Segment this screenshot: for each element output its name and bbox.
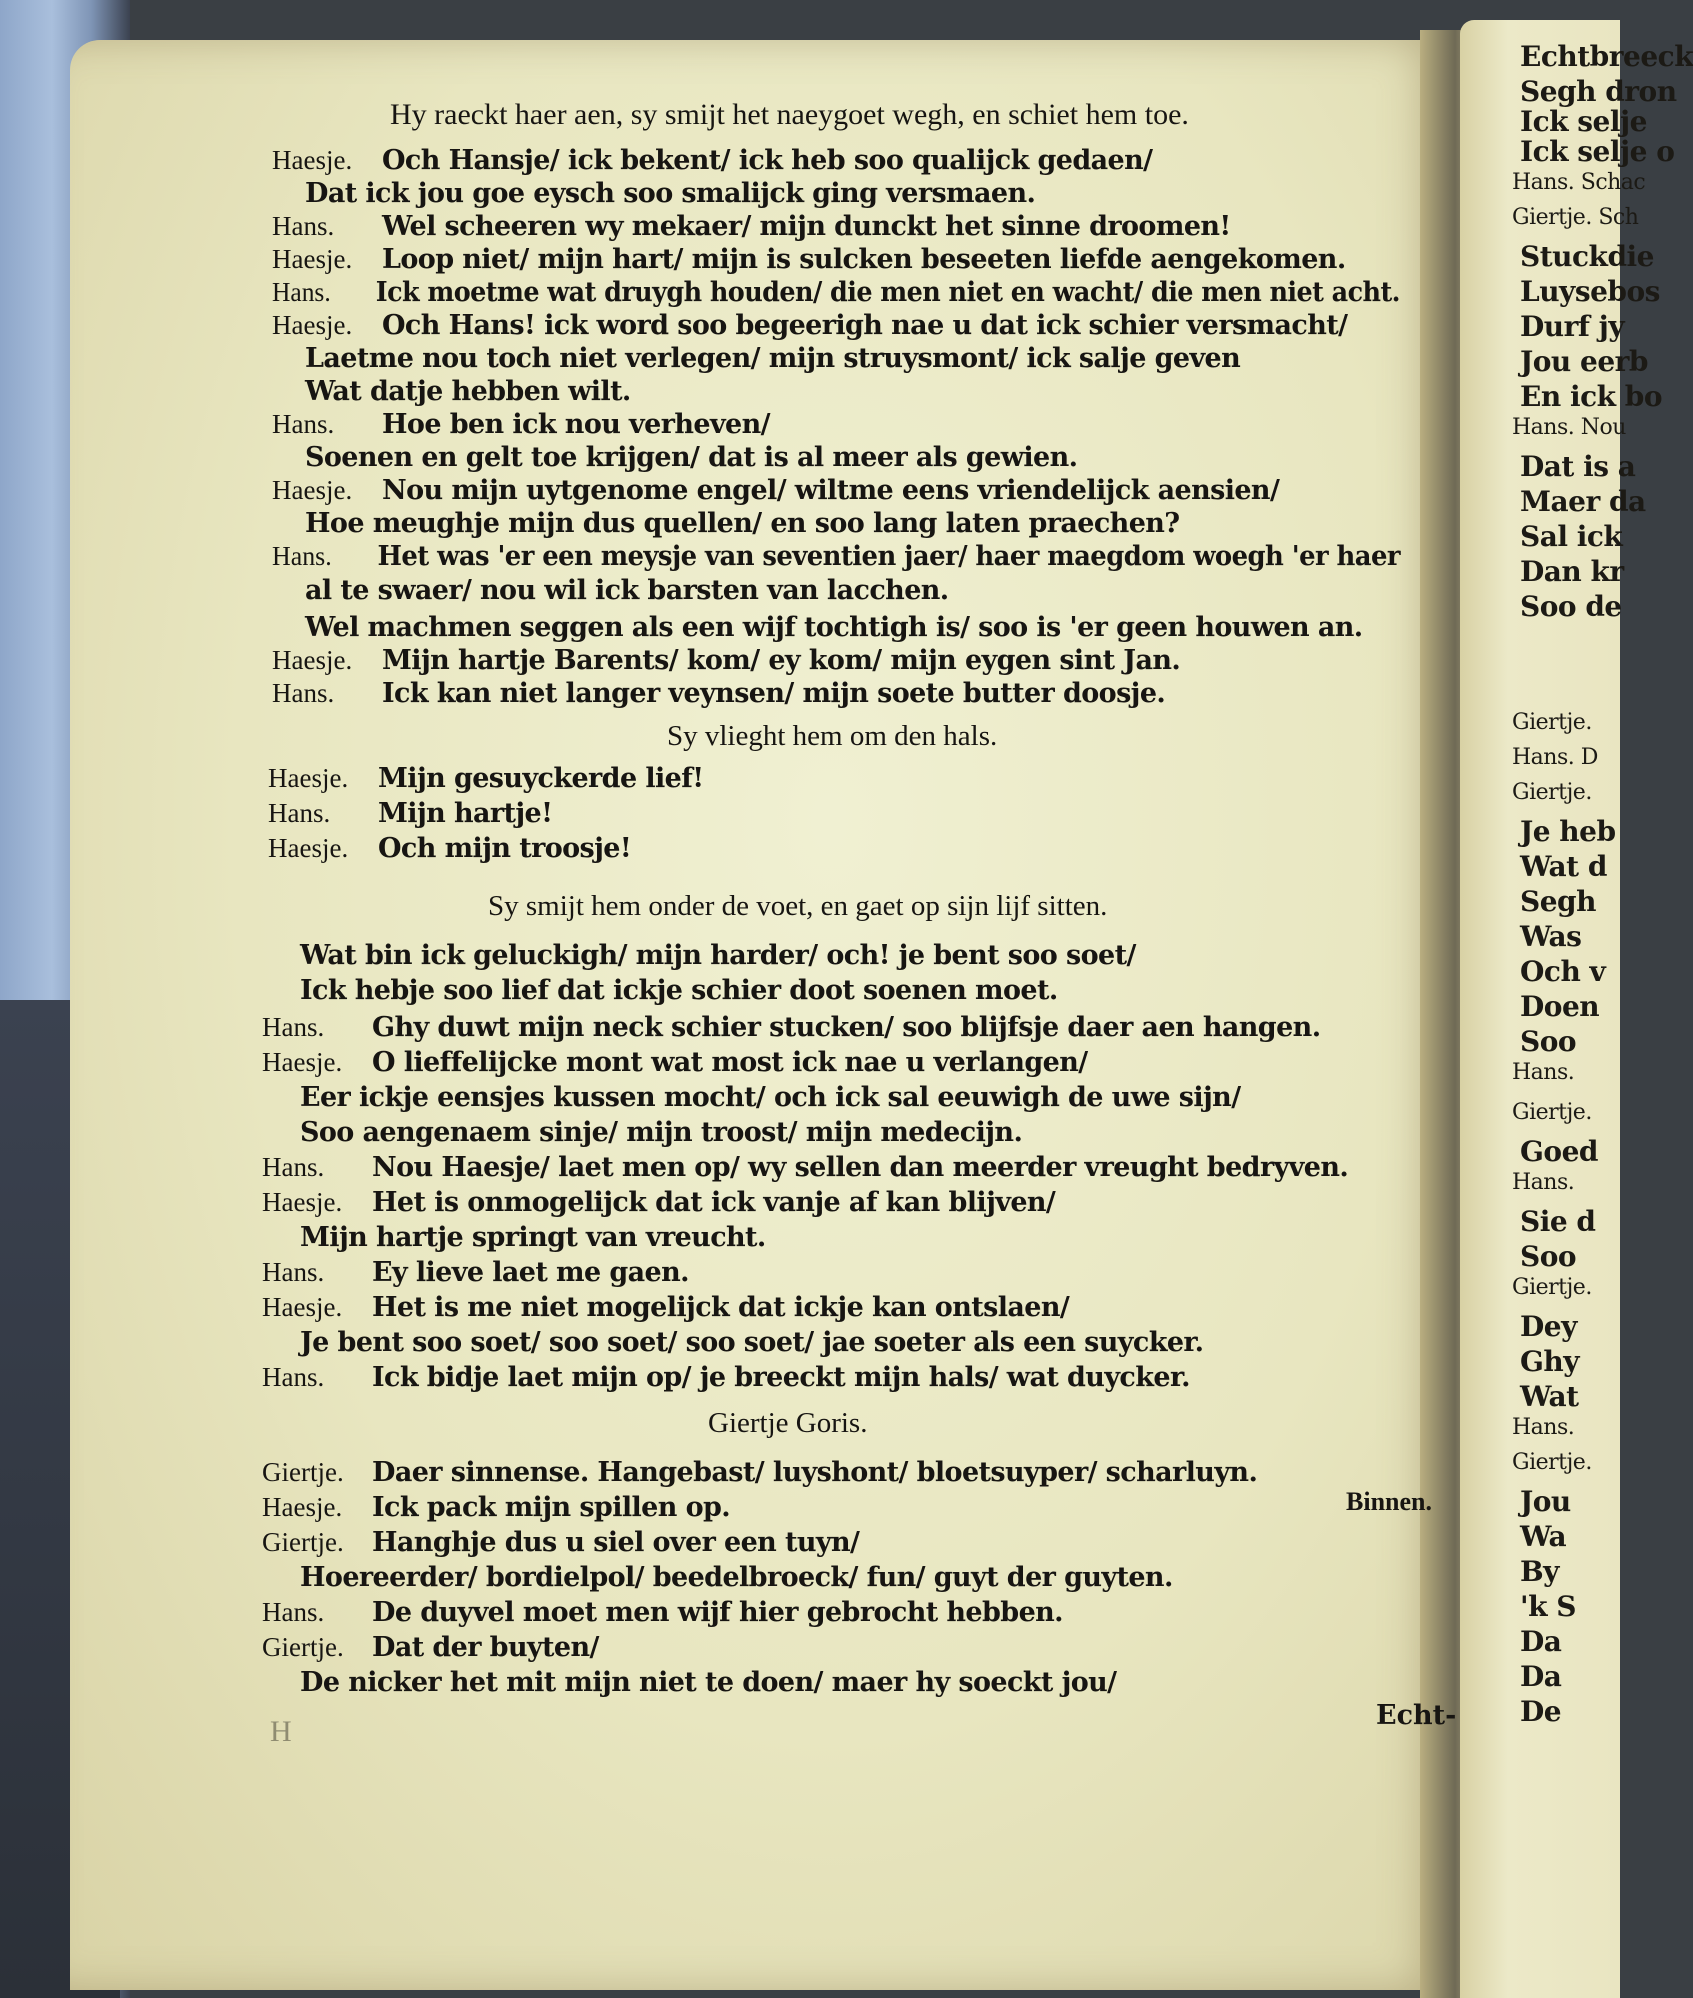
verse-text: Mijn gesuyckerde lief! (378, 763, 704, 794)
verse-text: De nicker het mit mijn niet te doen/ maer hy soeckt jou/ (300, 1667, 1117, 1698)
verse-line (262, 1457, 1257, 1488)
right-page-line: Hans. (1512, 1060, 1575, 1085)
right-page-line: Giertje. (1512, 1100, 1592, 1125)
verse-text: Het is onmogelijck dat ick vanje af kan blijven/ (372, 1187, 1056, 1218)
right-page-line: Was (1520, 920, 1582, 953)
right-page-line: Da (1520, 1625, 1562, 1658)
verse-text: Laetme nou toch niet verlegen/ mijn struysmont/ ick salje geven (305, 343, 1241, 374)
speaker-name: Haesje. (268, 833, 349, 863)
speaker-name: Haesje. (272, 475, 353, 505)
right-page-line: Jou eerb (1520, 345, 1648, 378)
speaker-name: Hans. (262, 1362, 325, 1392)
verse-line (272, 475, 1279, 506)
verse-text: Ey lieve laet me gaen. (372, 1257, 689, 1288)
speaker-name: Haesje. (272, 310, 353, 340)
right-page-line: Wat (1520, 1380, 1579, 1413)
speaker-name: Haesje. (262, 1187, 343, 1217)
right-page-line: Wa (1520, 1520, 1567, 1553)
verse-line (268, 798, 552, 829)
right-page-line: By (1520, 1555, 1559, 1588)
right-page-line: Durf jy (1520, 310, 1625, 343)
right-page-line: De (1520, 1695, 1562, 1728)
verse-text: al te swaer/ nou wil ick barsten van lacchen. (305, 575, 949, 606)
right-page-line: Soo (1520, 1025, 1577, 1058)
verse-line (300, 1117, 1022, 1148)
speaker-name: Haesje. (272, 244, 353, 274)
verse-line (272, 310, 1347, 341)
speaker-name: Hans. (272, 541, 332, 571)
verse-line (305, 178, 1035, 209)
verse-line (300, 1562, 1173, 1593)
verse-line (262, 1527, 859, 1558)
speaker-name: Giertje. (262, 1527, 344, 1557)
verse-line (262, 1152, 1348, 1183)
verse-text: Wat bin ick geluckigh/ mijn harder/ och! je bent soo soet/ (300, 940, 1136, 971)
verse-line (262, 1632, 599, 1663)
right-page-line: Luysebos (1520, 275, 1660, 308)
speaker-name: Giertje. (262, 1632, 344, 1662)
verse-line (262, 1012, 1321, 1043)
verse-line (268, 763, 704, 794)
speaker-name: Haesje. (262, 1292, 343, 1322)
verse-line (272, 645, 1180, 676)
right-page-line: Hans. Schac (1512, 170, 1646, 195)
verse-text: Och Hans! ick word soo begeerigh nae u dat ick schier versmacht/ (382, 310, 1348, 341)
verse-text: Och mijn troosje! (378, 833, 632, 864)
right-page-line: Ick selje o (1520, 135, 1675, 168)
verse-line (272, 277, 1400, 308)
right-page-line: En ick bo (1520, 380, 1663, 413)
right-page (1460, 20, 1693, 1998)
verse-line (262, 1492, 730, 1523)
stage-direction-fall: Sy smijt hem onder de voet, en gaet op sijn lijf sitten. (488, 890, 1108, 922)
verse-line (305, 612, 1363, 643)
verse-text: Het is me niet mogelijck dat ickje kan ontslaen/ (372, 1292, 1070, 1323)
right-page-line: Giertje. Sch (1512, 205, 1639, 230)
verse-line (272, 541, 1400, 572)
right-page-line: Wat d (1520, 850, 1607, 883)
verse-line (300, 1667, 1116, 1698)
verse-text: Ick hebje soo lief dat ickje schier doot soenen moet. (300, 975, 1058, 1006)
speaker-name: Hans. (272, 211, 335, 241)
right-page-line: Hans. Nou (1512, 415, 1626, 440)
right-page-line: Sie d (1520, 1205, 1596, 1238)
right-page-line: Goed (1520, 1135, 1598, 1168)
verse-text: O lieffelijcke mont wat most ick nae u verlangen/ (372, 1047, 1088, 1078)
speaker-name: Hans. (272, 678, 335, 708)
speaker-name: Haesje. (272, 645, 353, 675)
verse-line (262, 1047, 1088, 1078)
verse-text: Dat der buyten/ (372, 1632, 599, 1663)
verse-text: Mijn hartje springt van vreucht. (300, 1222, 766, 1253)
speaker-name: Hans. (262, 1597, 325, 1627)
verse-text: De duyvel moet men wijf hier gebrocht hebben. (372, 1597, 1063, 1628)
right-page-line: Segh (1520, 885, 1596, 918)
right-page-line: Hans. (1512, 1415, 1575, 1440)
speaker-name: Haesje. (262, 1492, 343, 1522)
right-page-line: Dat is a (1520, 450, 1636, 483)
verse-text: Hoe ben ick nou verheven/ (382, 409, 770, 440)
right-page-line: Soo (1520, 1240, 1577, 1273)
right-page-line: Doen (1520, 990, 1600, 1023)
verse-line (300, 1222, 766, 1253)
verse-line (305, 442, 1077, 473)
right-page-line: Maer da (1520, 485, 1646, 518)
stage-direction-embrace: Sy vlieght hem om den hals. (667, 720, 998, 752)
right-page-line: Giertje. (1512, 1275, 1592, 1300)
verse-text: Wel machmen seggen als een wijf tochtigh is/ soo is 'er geen houwen an. (305, 612, 1363, 643)
verse-line (300, 1327, 1203, 1358)
verse-text: Eer ickje eensjes kussen mocht/ och ick sal eeuwigh de uwe sijn/ (300, 1082, 1241, 1113)
speaker-name: Haesje. (262, 1047, 343, 1077)
right-page-line: Hans. D (1512, 745, 1598, 770)
speaker-name: Hans. (272, 409, 335, 439)
verse-text: Ick kan niet langer veynsen/ mijn soete butter doosje. (382, 678, 1166, 709)
right-page-line: Giertje. (1512, 780, 1592, 805)
right-page-line: 'k S (1520, 1590, 1576, 1623)
right-page-line: Da (1520, 1660, 1562, 1693)
verse-text: Och Hansje/ ick bekent/ ick heb soo qualijck gedaen/ (382, 145, 1153, 176)
verse-line (262, 1292, 1069, 1323)
right-page-line: Echtbreeck (1520, 40, 1693, 73)
verse-line (262, 1187, 1055, 1218)
speaker-name: Hans. (262, 1012, 325, 1042)
verse-text: Ghy duwt mijn neck schier stucken/ soo blijfsje daer aen hangen. (372, 1012, 1321, 1043)
verse-line (305, 376, 631, 407)
verse-line (262, 1257, 689, 1288)
right-page-line: Dey (1520, 1310, 1577, 1343)
right-page-line: Ick selje (1520, 105, 1647, 138)
verse-text: Het was 'er een meysje van seventien jaer/ haer maegdom woegh 'er haer (377, 541, 1400, 572)
verse-text: Wat datje hebben wilt. (305, 376, 631, 407)
speaker-name: Hans. (268, 798, 331, 828)
signature-mark: H (270, 1715, 292, 1748)
verse-text: Mijn hartje Barents/ kom/ ey kom/ mijn eygen sint Jan. (382, 645, 1181, 676)
verse-line (262, 1362, 1190, 1393)
verse-text: Wel scheeren wy mekaer/ mijn dunckt het sinne droomen! (382, 211, 1231, 242)
verse-line (305, 343, 1240, 374)
verse-text: Je bent soo soet/ soo soet/ soo soet/ jae soeter als een suycker. (300, 1327, 1204, 1358)
verse-line (262, 1597, 1063, 1628)
right-page-line: Ghy (1520, 1345, 1580, 1378)
verse-line (272, 145, 1152, 176)
right-page-line: Dan kr (1520, 555, 1624, 588)
speaker-name: Hans. (272, 277, 331, 307)
speaker-name: Hans. (262, 1257, 325, 1287)
speaker-name: Haesje. (268, 763, 349, 793)
right-page-line: Stuckdie (1520, 240, 1654, 273)
right-page-line: Sal ick (1520, 520, 1623, 553)
verse-line (272, 678, 1165, 709)
verse-text: Nou Haesje/ laet men op/ wy sellen dan meerder vreught bedryven. (372, 1152, 1349, 1183)
speaker-name: Hans. (262, 1152, 325, 1182)
verse-line (272, 409, 770, 440)
verse-line (305, 508, 1180, 539)
verse-text: Ick bidje laet mijn op/ je breeckt mijn hals/ wat duycker. (372, 1362, 1190, 1393)
right-page-line: Soo de (1520, 590, 1622, 623)
verse-text: Ick moetme wat druygh houden/ die men niet en wacht/ die men niet acht. (375, 277, 1400, 308)
verse-line (268, 833, 631, 864)
verse-line (300, 940, 1136, 971)
right-page-line: Jou (1520, 1485, 1571, 1518)
verse-text: Dat ick jou goe eysch soo smalijck ging versmaen. (305, 178, 1036, 209)
verse-text: Loop niet/ mijn hart/ mijn is sulcken beseeten liefde aengekomen. (382, 244, 1346, 275)
verse-line (272, 211, 1231, 242)
verse-text: Hanghje dus u siel over een tuyn/ (372, 1527, 860, 1558)
verse-line (272, 244, 1346, 275)
verse-line (305, 575, 949, 606)
speaker-name: Giertje. (262, 1457, 344, 1487)
verse-text: Daer sinnense. Hangebast/ luyshont/ bloetsuyper/ scharluyn. (372, 1457, 1258, 1488)
right-page-line: Och v (1520, 955, 1606, 988)
verse-line (300, 1082, 1240, 1113)
right-page-line: Giertje. (1512, 710, 1592, 735)
verse-text: Hoereerder/ bordielpol/ beedelbroeck/ fun/ guyt der guyten. (300, 1562, 1173, 1593)
right-page-line: Segh dron (1520, 75, 1677, 108)
verse-line (300, 975, 1058, 1006)
verse-text: Soo aengenaem sinje/ mijn troost/ mijn medecijn. (300, 1117, 1023, 1148)
catchword: Echt- (1376, 1700, 1457, 1731)
right-page-line: Hans. (1512, 1170, 1575, 1195)
verse-text: Ick pack mijn spillen op. (372, 1492, 731, 1523)
stage-direction-entrance: Giertje Goris. (708, 1407, 868, 1439)
right-page-line: Giertje. (1512, 1450, 1592, 1475)
margin-note: Binnen. (1346, 1487, 1432, 1516)
verse-text: Soenen en gelt toe krijgen/ dat is al meer als gewien. (305, 442, 1078, 473)
stage-direction-heading: Hy raeckt haer aen, sy smijt het naeygoet wegh, en schiet hem toe. (390, 98, 1189, 131)
verse-text: Hoe meughje mijn dus quellen/ en soo lang laten praechen? (305, 508, 1180, 539)
verse-text: Nou mijn uytgenome engel/ wiltme eens vriendelijck aensien/ (382, 475, 1280, 506)
verse-text: Mijn hartje! (378, 798, 553, 829)
speaker-name: Haesje. (272, 145, 353, 175)
right-page-line: Je heb (1520, 815, 1616, 848)
